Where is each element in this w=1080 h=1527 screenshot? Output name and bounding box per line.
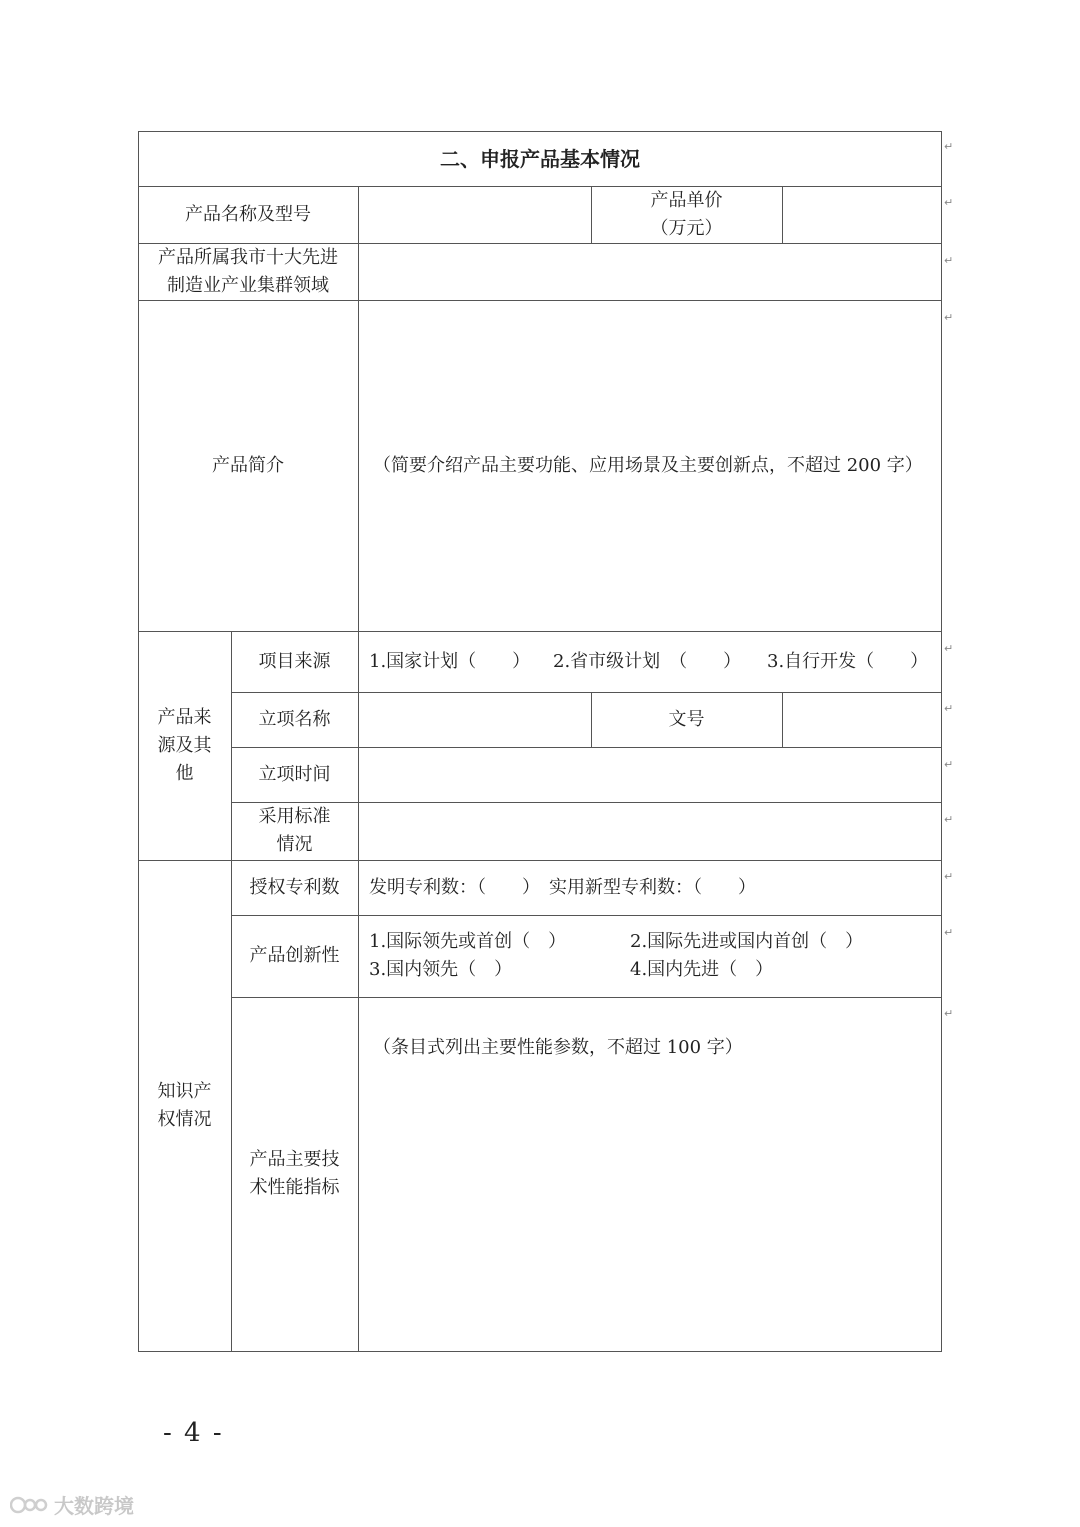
standard-label-line1: 采用标准 — [258, 806, 331, 827]
rule — [138, 1351, 942, 1352]
paragraph-mark: ↵ — [944, 642, 954, 655]
unit-price-label-line1: 产品单价 — [650, 189, 723, 211]
source-group-line3: 他 — [175, 762, 194, 784]
cluster-label-line2: 制造业产业集群领域 — [167, 274, 329, 296]
application-form — [138, 131, 954, 1351]
unit-price-label — [591, 186, 782, 243]
paragraph-mark: ↵ — [944, 140, 954, 153]
project-time-field[interactable] — [359, 748, 941, 802]
form-title: 二、申报产品基本情况 — [440, 146, 640, 171]
project-source-options — [359, 632, 941, 692]
standard-label — [231, 802, 358, 860]
paragraph-mark: ↵ — [944, 1007, 954, 1020]
source-group-label — [138, 631, 231, 860]
tech-label-line1: 产品主要技 — [249, 1149, 340, 1170]
standard-label-line2: 情况 — [276, 834, 313, 855]
cluster-field[interactable] — [359, 244, 941, 300]
paragraph-mark: ↵ — [944, 311, 954, 324]
cluster-label-line1: 产品所属我市十大先进 — [158, 246, 338, 268]
tech-label-line2: 术性能指标 — [249, 1177, 340, 1198]
cluster-label — [138, 243, 358, 300]
patent-label: 授权专利数 — [249, 876, 340, 898]
tech-label — [231, 997, 358, 1351]
unit-price-label-line2: （万元） — [650, 217, 723, 239]
rule — [941, 131, 942, 1352]
product-name-label: 产品名称及型号 — [185, 203, 311, 225]
patent-field[interactable]: 发明专利数：（ ） 实用新型专利数：（ ） — [369, 877, 756, 898]
innovation-options — [359, 916, 941, 997]
project-source-option-2[interactable]: 2.省市级计划 （ ） — [553, 651, 742, 672]
innovation-label: 产品创新性 — [249, 945, 340, 966]
paragraph-mark: ↵ — [944, 926, 954, 939]
project-source-label: 项目来源 — [258, 650, 331, 672]
paragraph-mark: ↵ — [944, 813, 954, 826]
ip-group-label — [138, 860, 231, 1351]
page-number: - 4 - — [163, 1418, 224, 1448]
doc-no-field[interactable] — [783, 693, 941, 747]
innovation-option-1[interactable]: 1.国际领先或首创（ ） — [369, 931, 567, 952]
paragraph-mark: ↵ — [944, 758, 954, 771]
ip-group-line2: 权情况 — [157, 1108, 212, 1130]
project-source-option-3[interactable]: 3.自行开发（ ） — [767, 651, 929, 672]
doc-no-label: 文号 — [668, 708, 705, 730]
intro-field[interactable]: （简要介绍产品主要功能、应用场景及主要创新点，不超过 200 字） — [373, 455, 923, 476]
project-time-label: 立项时间 — [258, 763, 331, 785]
innovation-option-2[interactable]: 2.国际先进或国内首创（ ） — [630, 931, 864, 952]
paragraph-mark: ↵ — [944, 254, 954, 267]
project-name-field[interactable] — [359, 693, 591, 747]
product-name-field[interactable] — [359, 187, 591, 243]
paragraph-mark: ↵ — [944, 196, 954, 209]
watermark — [10, 1490, 134, 1519]
innovation-option-3[interactable]: 3.国内领先（ ） — [369, 959, 513, 980]
project-source-option-1[interactable]: 1.国家计划（ ） — [369, 651, 531, 672]
tech-field[interactable]: （条目式列出主要性能参数，不超过 100 字） — [373, 1037, 743, 1058]
paragraph-mark: ↵ — [944, 702, 954, 715]
unit-price-field[interactable] — [783, 187, 941, 243]
watermark-text: 大数跨境 — [54, 1494, 134, 1518]
ip-group-line1: 知识产 — [157, 1080, 212, 1102]
intro-label: 产品简介 — [212, 454, 284, 476]
watermark-logo-icon — [10, 1494, 50, 1516]
source-group-line1: 产品来 — [157, 706, 212, 728]
project-name-label: 立项名称 — [258, 708, 331, 730]
innovation-option-4[interactable]: 4.国内先进（ ） — [630, 959, 774, 980]
source-group-line2: 源及其 — [157, 734, 212, 756]
standard-field[interactable] — [359, 803, 941, 860]
paragraph-mark: ↵ — [944, 870, 954, 883]
